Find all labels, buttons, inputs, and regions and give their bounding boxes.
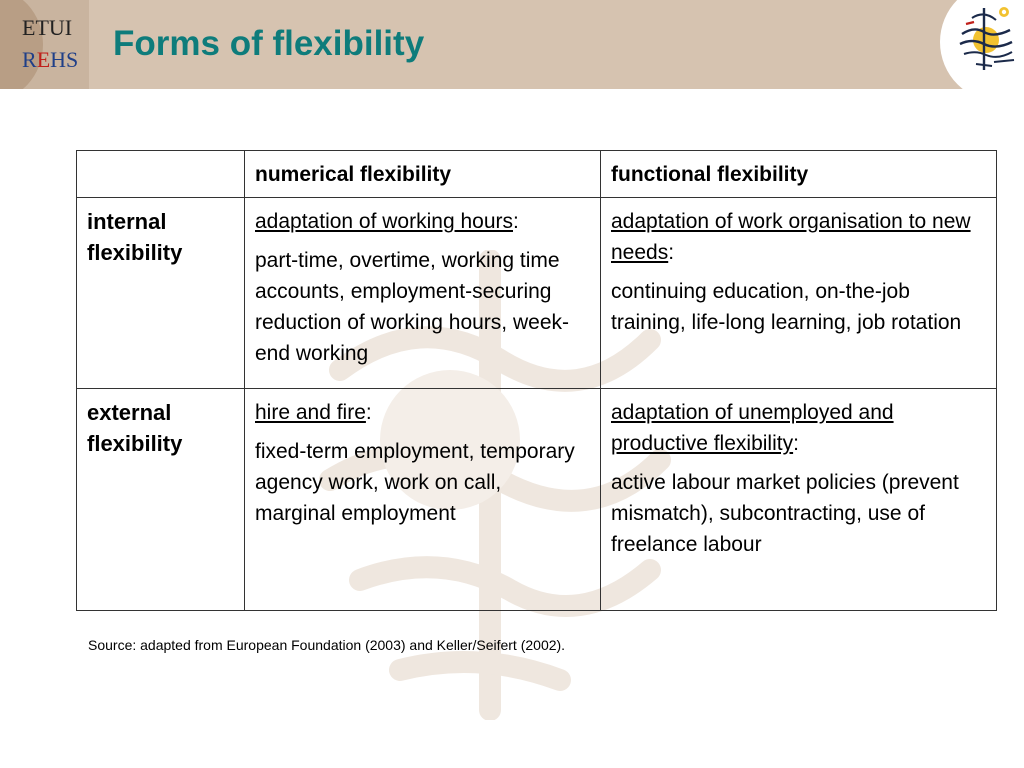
logo-letter-e: E (36, 47, 51, 72)
organisation-emblem-icon (954, 0, 1024, 72)
logo-line-rehs (22, 44, 78, 76)
cell-external-numerical (245, 389, 601, 611)
cell-text (255, 436, 590, 529)
row-header-internal: internal flexibility (77, 198, 245, 389)
source-note: Source: adapted from European Foundation (2003) and Keller/Seifert (2002). (88, 637, 566, 653)
cell-heading: adaptation of work organisation to new needs: (611, 210, 971, 264)
cell-text: part-time, overtime, working time accounts, employment-securing reduction of working hours, week-end working (255, 249, 569, 365)
cell-heading-text: hire and fire (255, 401, 366, 424)
cell-internal-numerical (245, 198, 601, 389)
table-row (77, 389, 997, 611)
cell-heading: adaptation of unemployed and productive flexibility: (611, 401, 894, 455)
row-header-external: external flexibility (77, 389, 245, 611)
logo-letter-r: R (22, 47, 37, 72)
cell-heading-text: adaptation of unemployed and productive flexibility (611, 401, 894, 455)
cell-internal-functional (601, 198, 997, 389)
cell-heading: hire and fire: (255, 401, 372, 424)
table-corner-cell (77, 151, 245, 198)
table-header-row (77, 151, 997, 198)
table-row (77, 198, 997, 389)
cell-heading-text: adaptation of work organisation to new needs (611, 210, 971, 264)
logo-text (22, 12, 78, 76)
cell-text-line: fixed-term employment, temporary agency work, work on call, (255, 440, 575, 494)
cell-text: continuing education, on-the-job training, life-long learning, job rotation (611, 280, 962, 334)
flexibility-table (76, 150, 997, 611)
logo-letters-hs: HS (50, 47, 79, 72)
cell-text-line: marginal employment (255, 502, 456, 525)
logo-line-etui: ETUI (22, 15, 73, 40)
cell-heading-text: adaptation of working hours (255, 210, 513, 233)
column-header-numerical: numerical flexibility (245, 151, 601, 198)
column-header-functional: functional flexibility (601, 151, 997, 198)
cell-external-functional (601, 389, 997, 611)
cell-heading: adaptation of working hours: (255, 210, 519, 233)
etui-rehs-logo (0, 0, 89, 89)
cell-text: active labour market policies (prevent mismatch), subcontracting, use of freelance labour (611, 471, 959, 556)
page-title: Forms of flexibility (113, 24, 425, 63)
